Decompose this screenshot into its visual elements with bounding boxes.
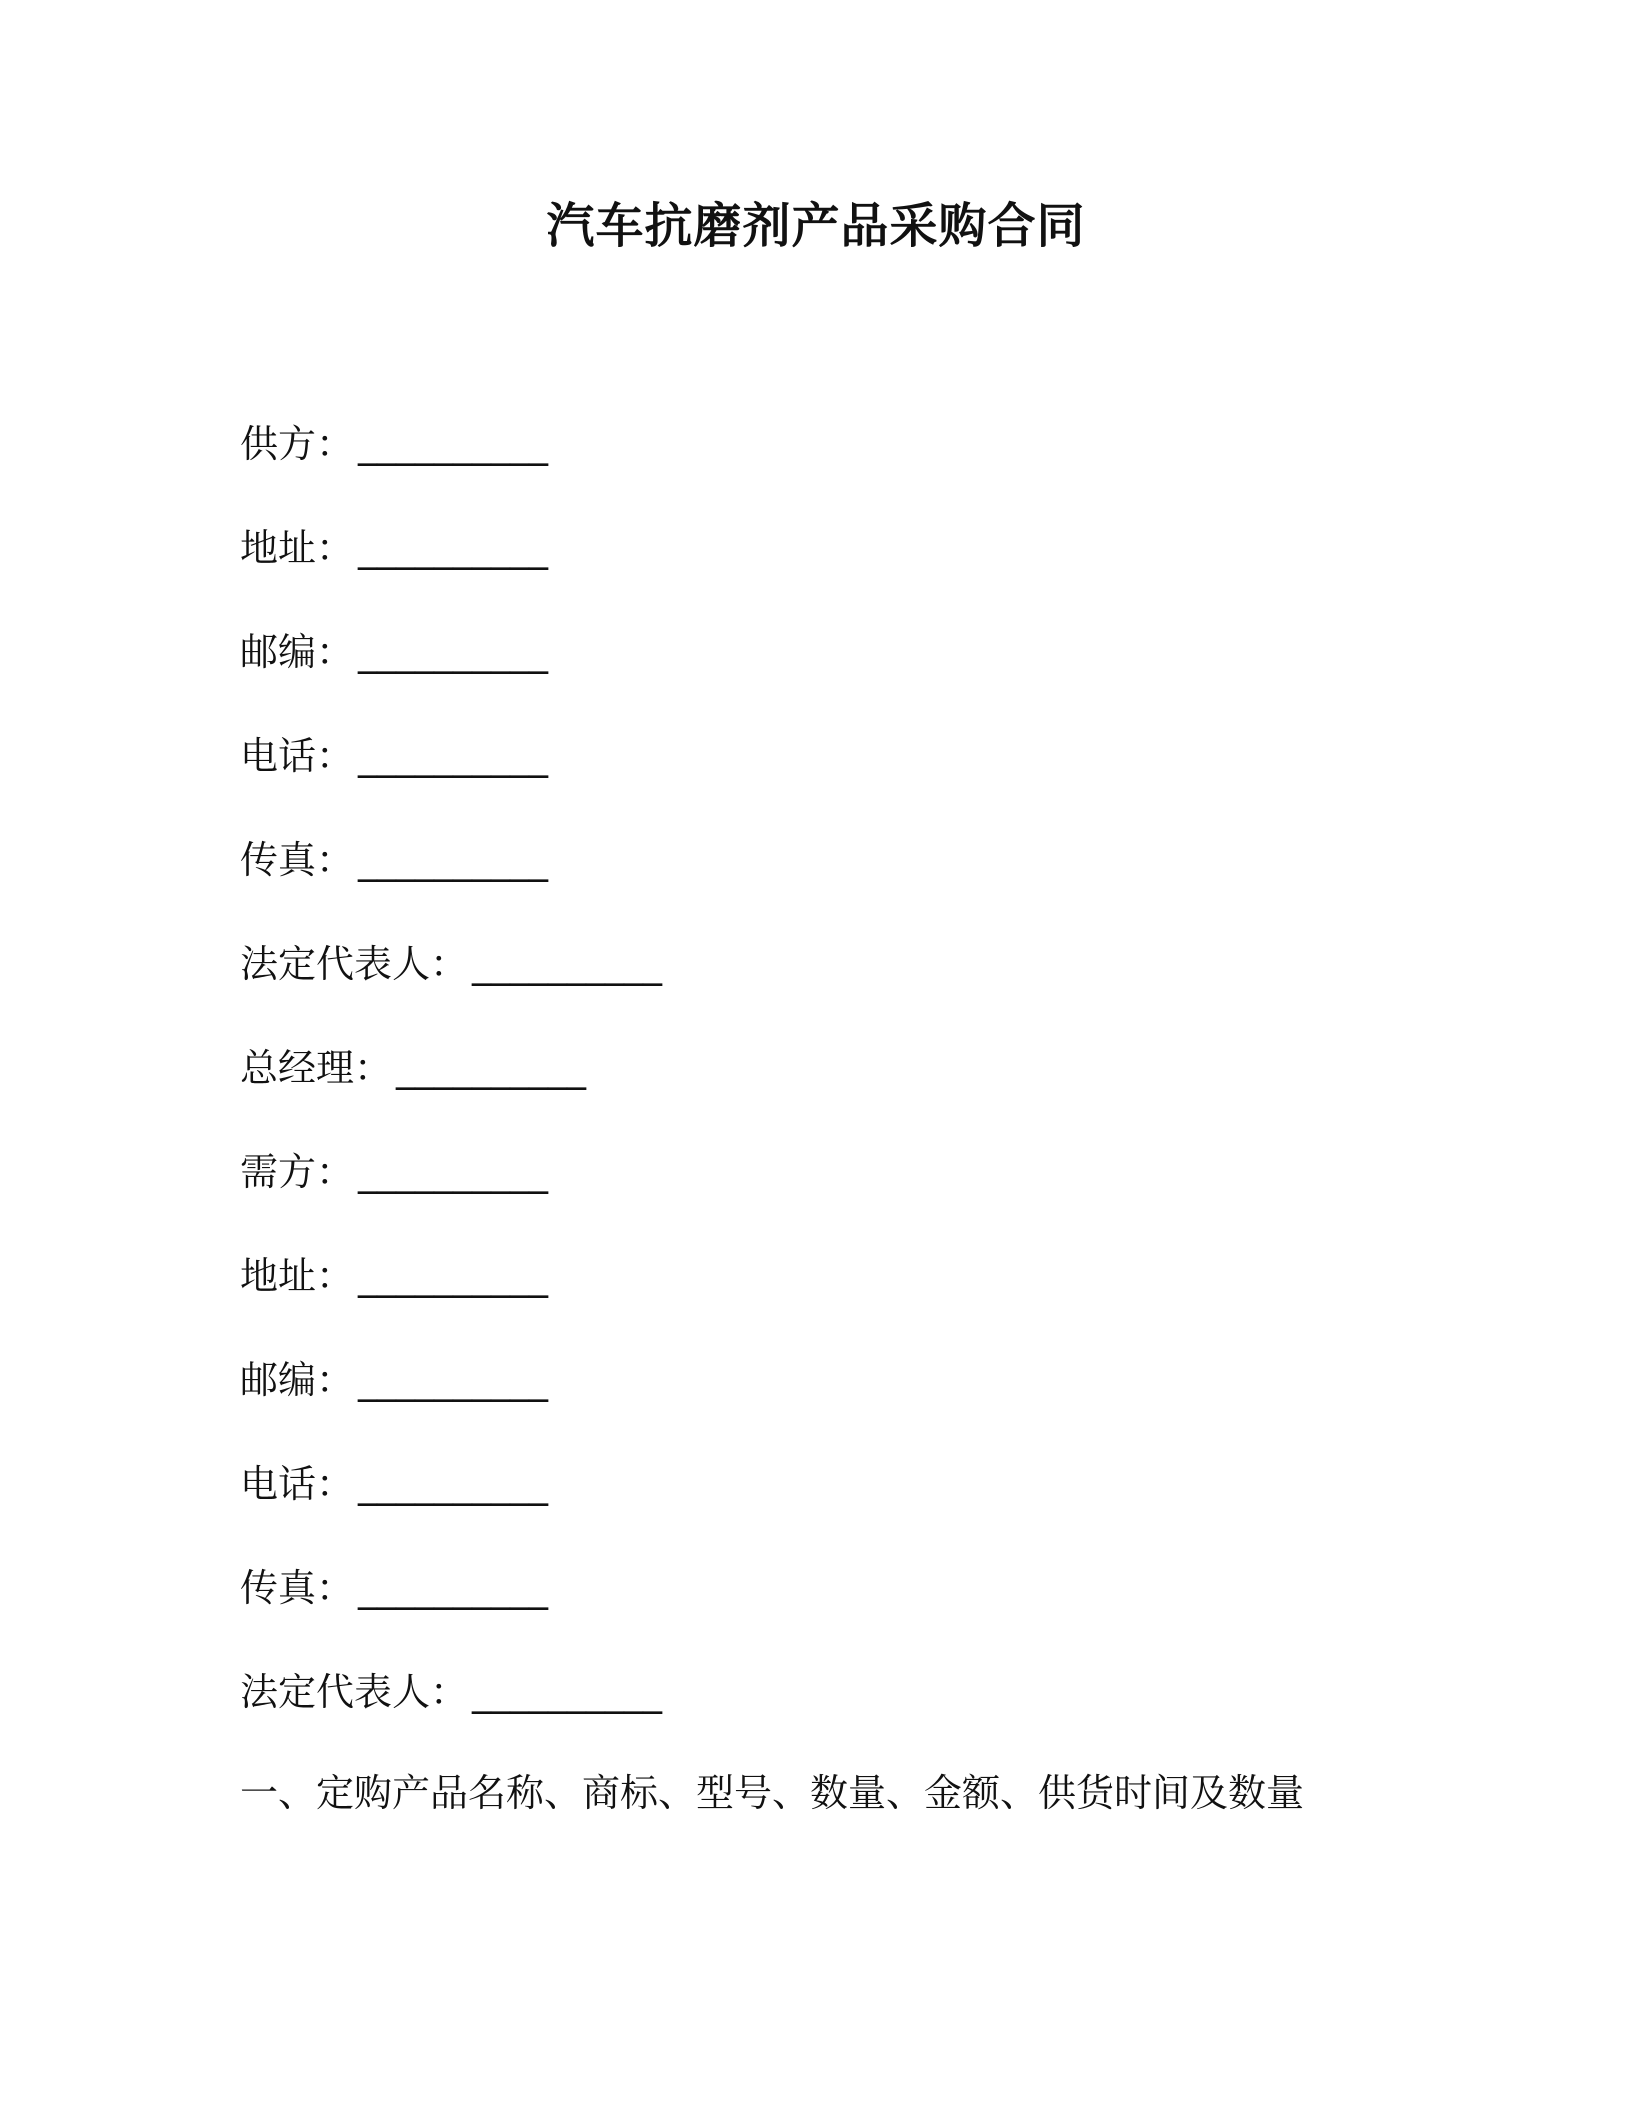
field-supplier-postcode — [240, 628, 662, 732]
field-label: 传真： — [240, 1566, 355, 1610]
field-blank: __________ — [358, 1358, 549, 1402]
field-label: 法定代表人： — [240, 942, 469, 986]
field-label: 邮编： — [240, 630, 355, 674]
field-blank: __________ — [358, 1254, 549, 1298]
field-blank: __________ — [358, 630, 549, 674]
field-blank: __________ — [358, 526, 549, 570]
field-label: 传真： — [240, 838, 355, 882]
field-blank: __________ — [396, 1046, 587, 1090]
field-blank: __________ — [358, 1566, 549, 1610]
field-supplier — [240, 420, 662, 524]
field-buyer — [240, 1148, 662, 1252]
section-heading: 一、定购产品名称、商标、型号、数量、金额、供货时间及数量 — [240, 1771, 1305, 1815]
document-title: 汽车抗磨剂产品采购合同 — [546, 198, 1086, 254]
field-buyer-legal-rep — [240, 1668, 662, 1772]
field-blank: __________ — [358, 734, 549, 778]
field-label: 需方： — [240, 1150, 355, 1194]
field-buyer-postcode — [240, 1356, 662, 1460]
field-blank: __________ — [358, 838, 549, 882]
field-buyer-phone — [240, 1460, 662, 1564]
field-label: 电话： — [240, 734, 355, 778]
field-supplier-address — [240, 524, 662, 628]
field-label: 地址： — [240, 526, 355, 570]
field-supplier-fax — [240, 836, 662, 940]
field-supplier-legal-rep — [240, 940, 662, 1044]
field-label: 法定代表人： — [240, 1670, 469, 1714]
field-supplier-phone — [240, 732, 662, 836]
field-blank: __________ — [472, 1670, 663, 1714]
field-label: 供方： — [240, 422, 355, 466]
party-fields — [240, 420, 662, 1772]
field-blank: __________ — [358, 1150, 549, 1194]
field-supplier-general-manager — [240, 1044, 662, 1148]
field-buyer-address — [240, 1252, 662, 1356]
field-blank: __________ — [358, 1462, 549, 1506]
field-label: 邮编： — [240, 1358, 355, 1402]
field-buyer-fax — [240, 1564, 662, 1668]
field-blank: __________ — [358, 422, 549, 466]
field-label: 地址： — [240, 1254, 355, 1298]
field-label: 总经理： — [240, 1046, 393, 1090]
field-blank: __________ — [472, 942, 663, 986]
field-label: 电话： — [240, 1462, 355, 1506]
